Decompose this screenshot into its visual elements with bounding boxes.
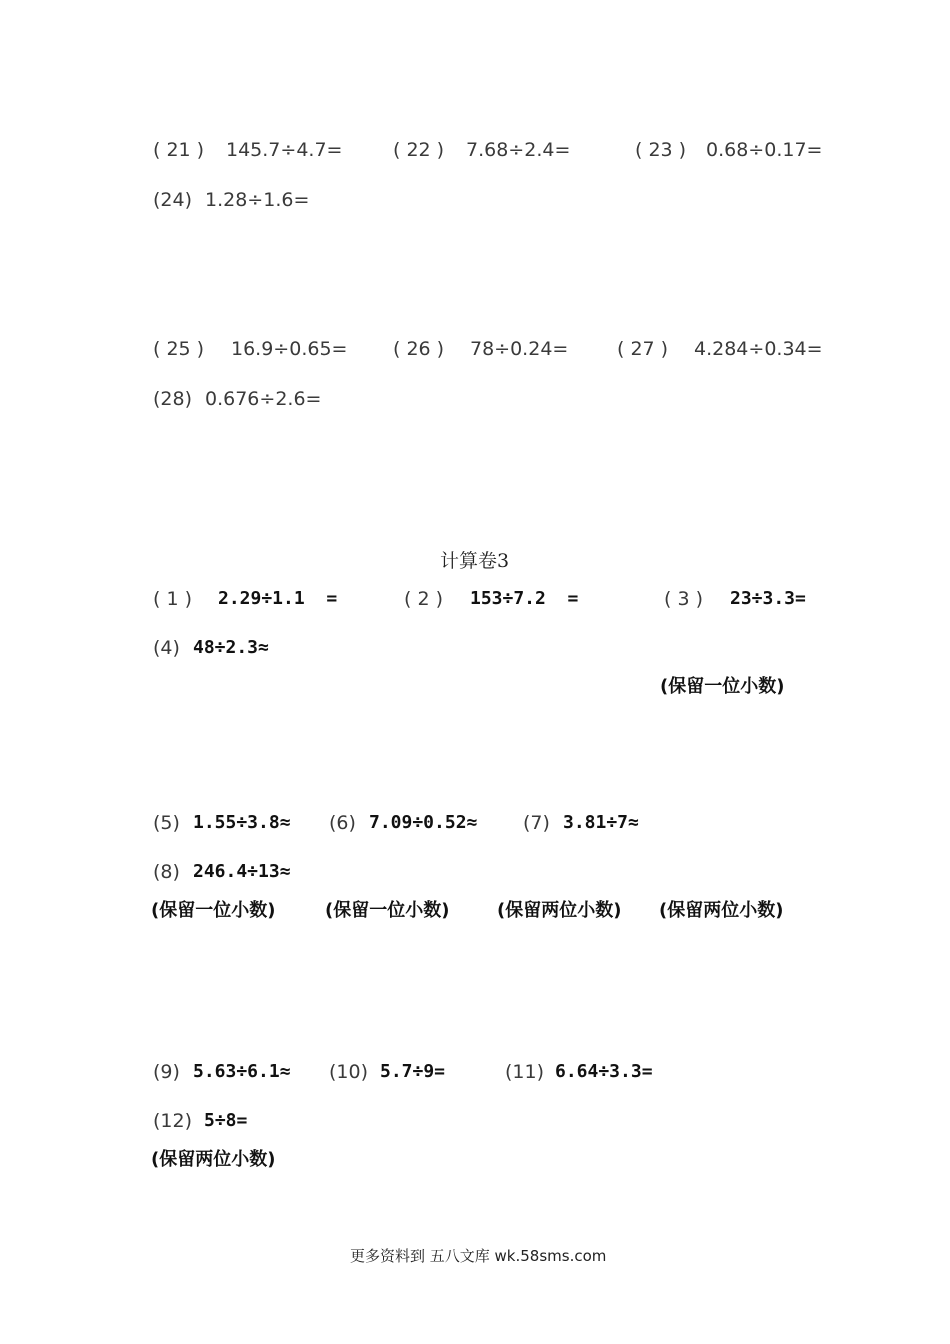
problem-1-expression: 2.29÷1.1 = [218, 588, 338, 609]
problem-23-expression: 0.68÷0.17= [706, 139, 823, 161]
problem-5-number: (5) [153, 812, 180, 834]
problem-21-expression: 145.7÷4.7= [226, 139, 343, 161]
problem-7-number: (7) [523, 812, 550, 834]
rounding-note: (保留一位小数) [325, 900, 450, 921]
problem-6-number: (6) [329, 812, 356, 834]
problem-4-expression: 48÷2.3≈ [193, 637, 269, 658]
problem-6-expression: 7.09÷0.52≈ [369, 812, 478, 833]
problem-8-number: (8) [153, 861, 180, 883]
problem-26-number: ( 26 ) [393, 338, 445, 360]
problem-12-number: (12) [153, 1110, 193, 1132]
problem-1-number: ( 1 ) [153, 588, 192, 610]
problem-21-number: ( 21 ) [153, 139, 205, 161]
problem-3-expression: 23÷3.3= [730, 588, 806, 609]
problem-27-number: ( 27 ) [617, 338, 669, 360]
problem-7-expression: 3.81÷7≈ [563, 812, 639, 833]
problem-26-expression: 78÷0.24= [470, 338, 569, 360]
problem-24-number: (24) [153, 189, 193, 211]
section-title: 计算卷3 [440, 550, 510, 572]
rounding-note: (保留一位小数) [151, 900, 276, 921]
rounding-note: (保留两位小数) [151, 1149, 276, 1170]
problem-28-expression: 0.676÷2.6= [205, 388, 322, 410]
problem-12-expression: 5÷8= [204, 1110, 248, 1131]
problem-2-number: ( 2 ) [404, 588, 443, 610]
problem-25-expression: 16.9÷0.65= [231, 338, 348, 360]
rounding-note: (保留两位小数) [659, 900, 784, 921]
problem-4-number: (4) [153, 637, 180, 659]
rounding-note: (保留一位小数) [660, 676, 785, 697]
problem-9-number: (9) [153, 1061, 180, 1083]
problem-9-expression: 5.63÷6.1≈ [193, 1061, 291, 1082]
problem-11-expression: 6.64÷3.3= [555, 1061, 653, 1082]
problem-10-expression: 5.7÷9= [380, 1061, 446, 1082]
problem-28-number: (28) [153, 388, 193, 410]
problem-11-number: (11) [505, 1061, 545, 1083]
rounding-note: (保留两位小数) [497, 900, 622, 921]
problem-22-number: ( 22 ) [393, 139, 445, 161]
problem-24-expression: 1.28÷1.6= [205, 189, 310, 211]
problem-8-expression: 246.4÷13≈ [193, 861, 291, 882]
problem-23-number: ( 23 ) [635, 139, 687, 161]
problem-5-expression: 1.55÷3.8≈ [193, 812, 291, 833]
problem-10-number: (10) [329, 1061, 369, 1083]
footer-link[interactable]: 更多资料到 五八文库 wk.58sms.com [350, 1247, 607, 1265]
problem-3-number: ( 3 ) [664, 588, 703, 610]
problem-25-number: ( 25 ) [153, 338, 205, 360]
problem-27-expression: 4.284÷0.34= [694, 338, 823, 360]
problem-22-expression: 7.68÷2.4= [466, 139, 571, 161]
problem-2-expression: 153÷7.2 = [470, 588, 579, 609]
